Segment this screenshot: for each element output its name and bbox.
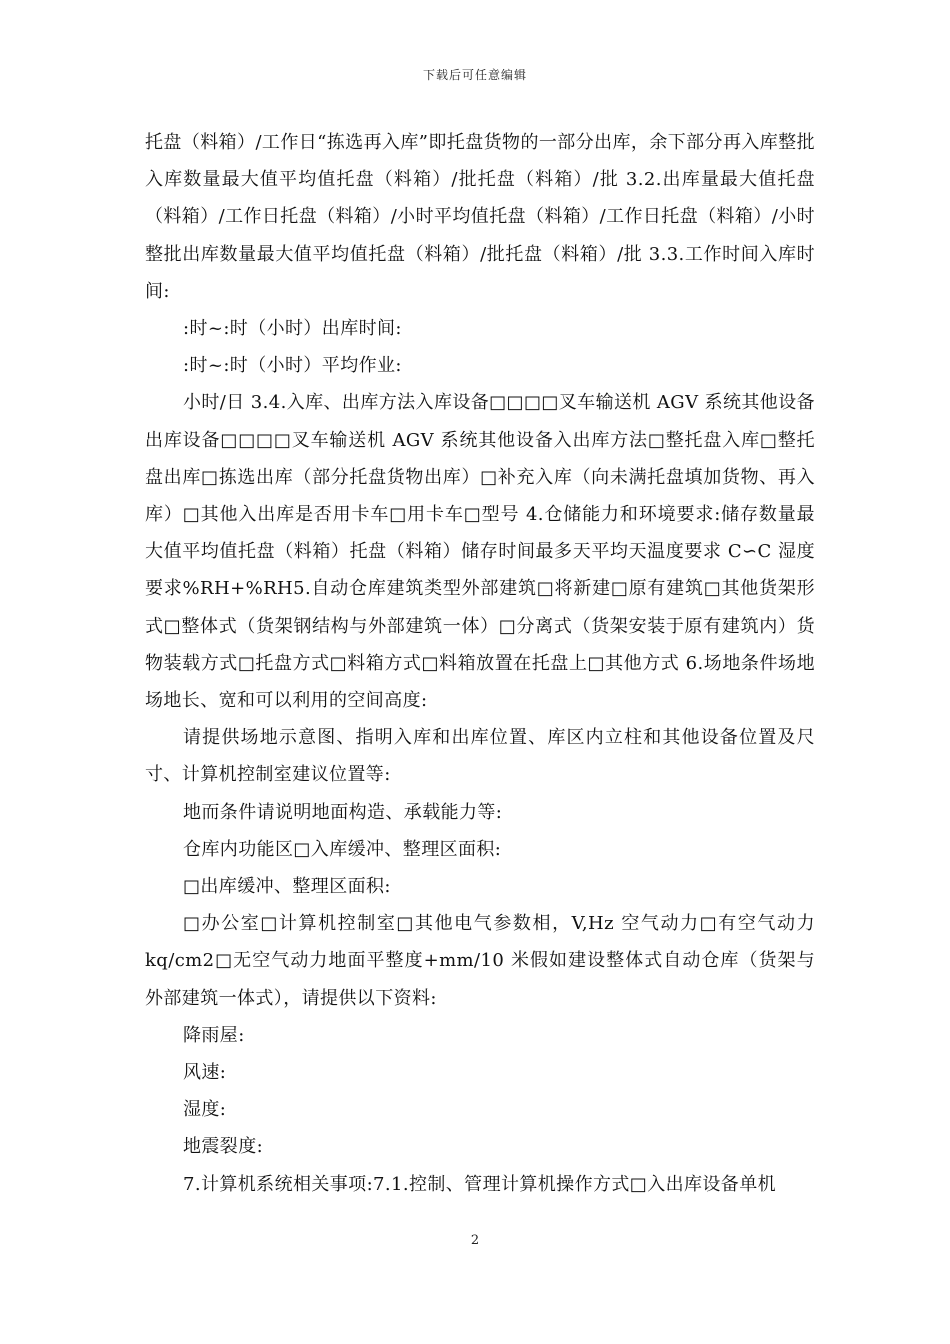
document-body bbox=[145, 124, 815, 1203]
paragraph: □出库缓冲、整理区面积: bbox=[183, 876, 391, 898]
paragraph: 风速: bbox=[183, 1062, 227, 1084]
paragraph: 仓库内功能区□入库缓冲、整理区面积: bbox=[183, 838, 502, 860]
page-number: 2 bbox=[470, 1233, 480, 1248]
paragraph: 托盘（料箱）/工作日“拣选再入库”即托盘货物的一部分出库，余下部分再入库整批入库数量最大值平均值托盘（料箱）/批托盘（料箱）/批 3.2.出库量最大值托盘（料箱）/工作日托盘（料箱）/小时平均值托盘（料箱）/工作日托盘（料箱）/小时整批出库数量最大值平均值托盘（料箱）/批托盘（料箱）/批 3.3.工作时间入库时间: bbox=[145, 132, 815, 302]
page-header: 下载后可任意编辑 bbox=[422, 68, 527, 82]
paragraph: 小时/日 3.4.入库、出库方法入库设备□□□□叉车输送机 AGV 系统其他设备出库设备□□□□叉车输送机 AGV 系统其他设备入出库方法□整托盘入库□整托盘出库□拣选出库（部分托盘货物出库）□补充入库（向未满托盘填加货物、再入库）□其他入出库是否用卡车□用卡车□型号 4.仓储能力和环境要求:储存数量最大值平均值托盘（料箱）托盘（料箱）储存时间最多天平均天温度要求 C∽C 湿度要求%RH+%RH5.自动仓库建筑类型外部建筑□将新建□原有建筑□其他货架形式□整体式（货架钢结构与外部建筑一体）□分离式（货架安装于原有建筑内）货物装载方式□托盘方式□料箱方式□料箱放置在托盘上□其他方式 6.场地条件场地场地长、宽和可以利用的空间高度: bbox=[145, 392, 815, 712]
paragraph: 降雨屋: bbox=[183, 1024, 245, 1046]
paragraph: 湿度: bbox=[183, 1099, 227, 1121]
paragraph: 地震裂度: bbox=[183, 1136, 264, 1158]
paragraph: 地而条件请说明地面构造、承载能力等: bbox=[183, 801, 503, 823]
paragraph: 7.计算机系统相关事项:7.1.控制、管理计算机操作方式□入出库设备单机 bbox=[183, 1173, 776, 1195]
paragraph: 请提供场地示意图、指明入库和出库位置、库区内立柱和其他设备位置及尺寸、计算机控制室建议位置等: bbox=[145, 727, 815, 786]
paragraph: :时~:时（小时）出库时间: bbox=[183, 318, 402, 340]
paragraph: □办公室□计算机控制室□其他电气参数相，V,Hz 空气动力□有空气动力 kq/cm2□无空气动力地面平整度+mm/10 米假如建设整体式自动仓库（货架与外部建筑一体式），请提供以下资料: bbox=[145, 913, 815, 1009]
paragraph: :时~:时（小时）平均作业: bbox=[183, 355, 402, 377]
